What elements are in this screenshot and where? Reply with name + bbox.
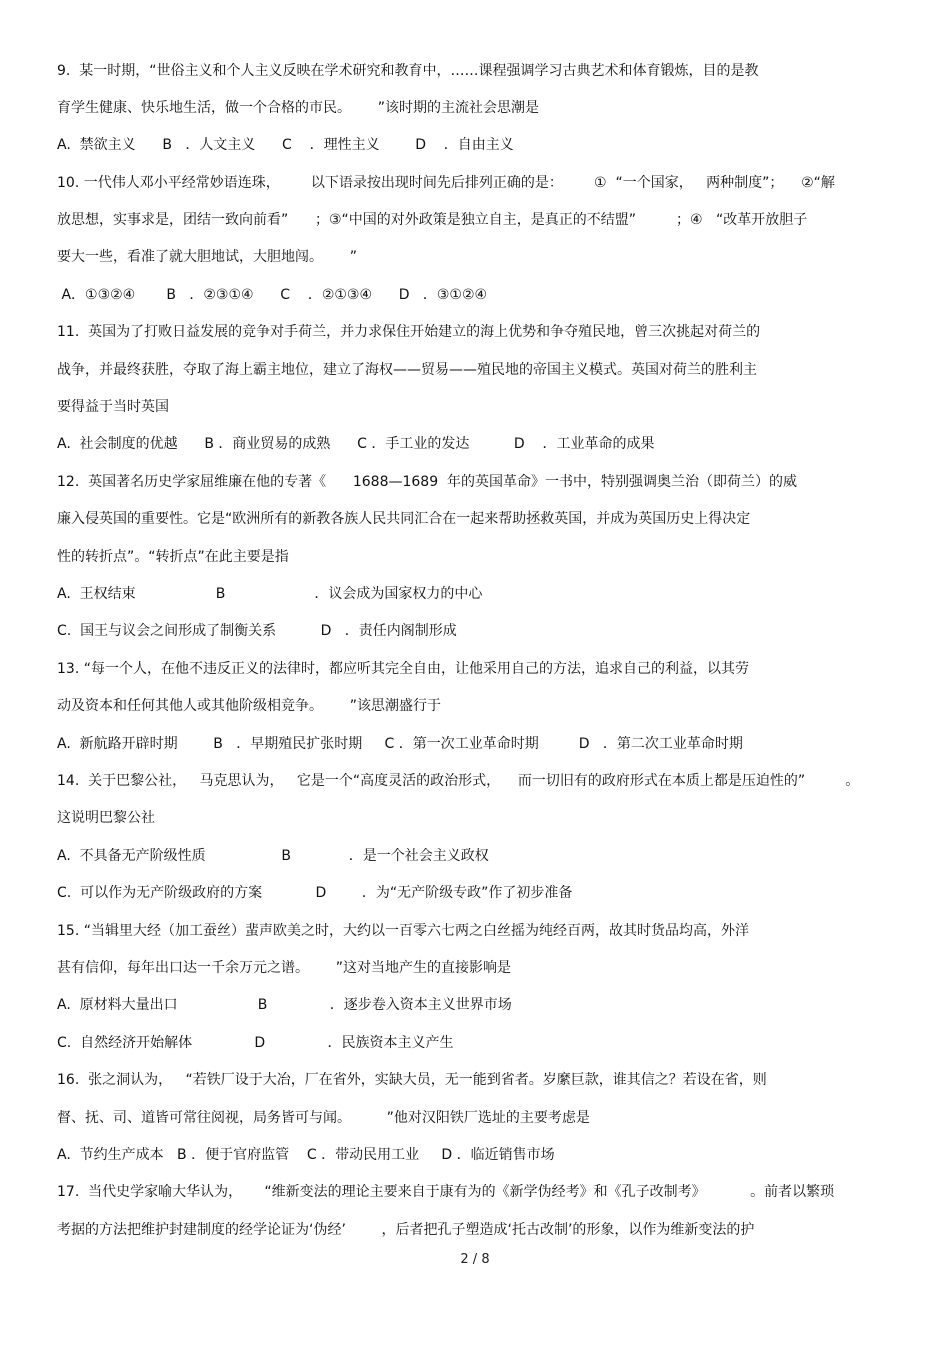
q16-stem-line-2: 督、抚、司、道皆可常往阅视，局务皆可与闻。 ”他对汉阳铁厂选址的主要考虑是 (57, 1110, 590, 1126)
q13-stem-line-2: 动及资本和任何其他人或其他阶级相竞争。 ”该思潮盛行于 (57, 698, 441, 714)
q10-stem-line-1: 10. 一代伟人邓小平经常妙语连珠， 以下语录按出现时间先后排列正确的是： ① “一个国家， 两种制度”； ②“解 (57, 175, 835, 191)
q13-stem-line-1: 13. “每一个人，在他不违反正义的法律时，都应听其完全自由，让他采用自己的方法，追求自己的利益，以其劳 (57, 661, 749, 677)
q11-options: A. 社会制度的优越 B ．商业贸易的成熟 C ．手工业的发达 D ．工业革命的成果 (57, 436, 655, 452)
q12-options-ab: A. 王权结束 B ．议会成为国家权力的中心 (57, 586, 483, 602)
q9-options: A. 禁欲主义 B ．人文主义 C ．理性主义 D ．自由主义 (57, 137, 514, 153)
q14-options-ab: A. 不具备无产阶级性质 B ．是一个社会主义政权 (57, 848, 489, 864)
q9-stem-line-1: 9. 某一时期，“世俗主义和个人主义反映在学术研究和教育中，……课程强调学习古典艺术和体育锻炼，目的是教 (57, 63, 759, 79)
q14-options-cd: C. 可以作为无产阶级政府的方案 D ．为“无产阶级专政”作了初步准备 (57, 885, 573, 901)
q14-stem-line-1: 14. 关于巴黎公社， 马克思认为， 它是一个“高度灵活的政治形式， 而一切旧有的政府形式在本质上都是压迫性的” 。 (57, 773, 860, 789)
q15-options-cd: C. 自然经济开始解体 D ．民族资本主义产生 (57, 1035, 454, 1051)
q15-stem-line-2: 甚有信仰，每年出口达一千余万元之谱。 ”这对当地产生的直接影响是 (57, 960, 511, 976)
q10-stem-line-2: 放思想，实事求是，团结一致向前看” ；③“中国的对外政策是独立自主，是真正的不结盟” ；④ “改革开放胆子 (57, 212, 808, 228)
q11-stem-line-1: 11. 英国为了打败日益发展的竞争对手荷兰，并力求保住开始建立的海上优势和争夺殖民地，曾三次挑起对荷兰的 (57, 324, 761, 340)
q12-stem-line-2: 廉入侵英国的重要性。它是“欧洲所有的新教各族人民共同汇合在一起来帮助拯救英国，并成为英国历史上得决定 (57, 511, 751, 527)
q12-stem-line-1: 12. 英国著名历史学家屈维廉在他的专著《 1688—1689 年的英国革命》一书中，特别强调奥兰治（即荷兰）的威 (57, 474, 798, 490)
page-number: 2 / 8 (460, 1252, 490, 1267)
q16-options: A. 节约生产成本 B ．便于官府监管 C ．带动民用工业 D ．临近销售市场 (57, 1147, 555, 1163)
q13-options: A. 新航路开辟时期 B ．早期殖民扩张时期 C ．第一次工业革命时期 D ．第二次工业革命时期 (57, 736, 743, 752)
q14-stem-line-2: 这说明巴黎公社 (57, 810, 155, 826)
q10-options: A．①③②④ B ．②③①④ C ．②①③④ D ．③①②④ (57, 287, 488, 303)
q15-options-ab: A. 原材料大量出口 B ．逐步卷入资本主义世界市场 (57, 997, 512, 1013)
q15-stem-line-1: 15. “当辑里大经（加工蚕丝）蜚声欧美之时，大约以一百零六七两之白丝摇为纯经百两，故其时货品均高，外洋 (57, 923, 749, 939)
q11-stem-line-3: 要得益于当时英国 (57, 399, 169, 415)
q10-stem-line-3: 要大一些，看准了就大胆地试，大胆地闯。 ” (57, 249, 357, 265)
q12-options-cd: C. 国王与议会之间形成了制衡关系 D ．责任内阁制形成 (57, 623, 457, 639)
q16-stem-line-1: 16. 张之洞认为， “若铁厂设于大冶，厂在省外，实缺大员，无一能到省者。岁縻巨款，谁其信之？若设在省，则 (57, 1072, 767, 1088)
q17-stem-line-1: 17. 当代史学家喻大华认为， “维新变法的理论主要来自于康有为的《新学伪经考》和《孔子改制考》 。前者以繁琐 (57, 1184, 835, 1200)
q17-stem-line-2: 考据的方法把维护封建制度的经学论证为‘伪经’ ，后者把孔子塑造成‘托古改制’的形象，以作为维新变法的护 (57, 1222, 755, 1238)
q11-stem-line-2: 战争，并最终获胜，夺取了海上霸主地位，建立了海权——贸易——殖民地的帝国主义模式。英国对荷兰的胜利主 (57, 362, 757, 378)
q12-stem-line-3: 性的转折点”。“转折点”在此主要是指 (57, 549, 289, 565)
q9-stem-line-2: 育学生健康、快乐地生活，做一个合格的市民。 ”该时期的主流社会思潮是 (57, 100, 539, 116)
